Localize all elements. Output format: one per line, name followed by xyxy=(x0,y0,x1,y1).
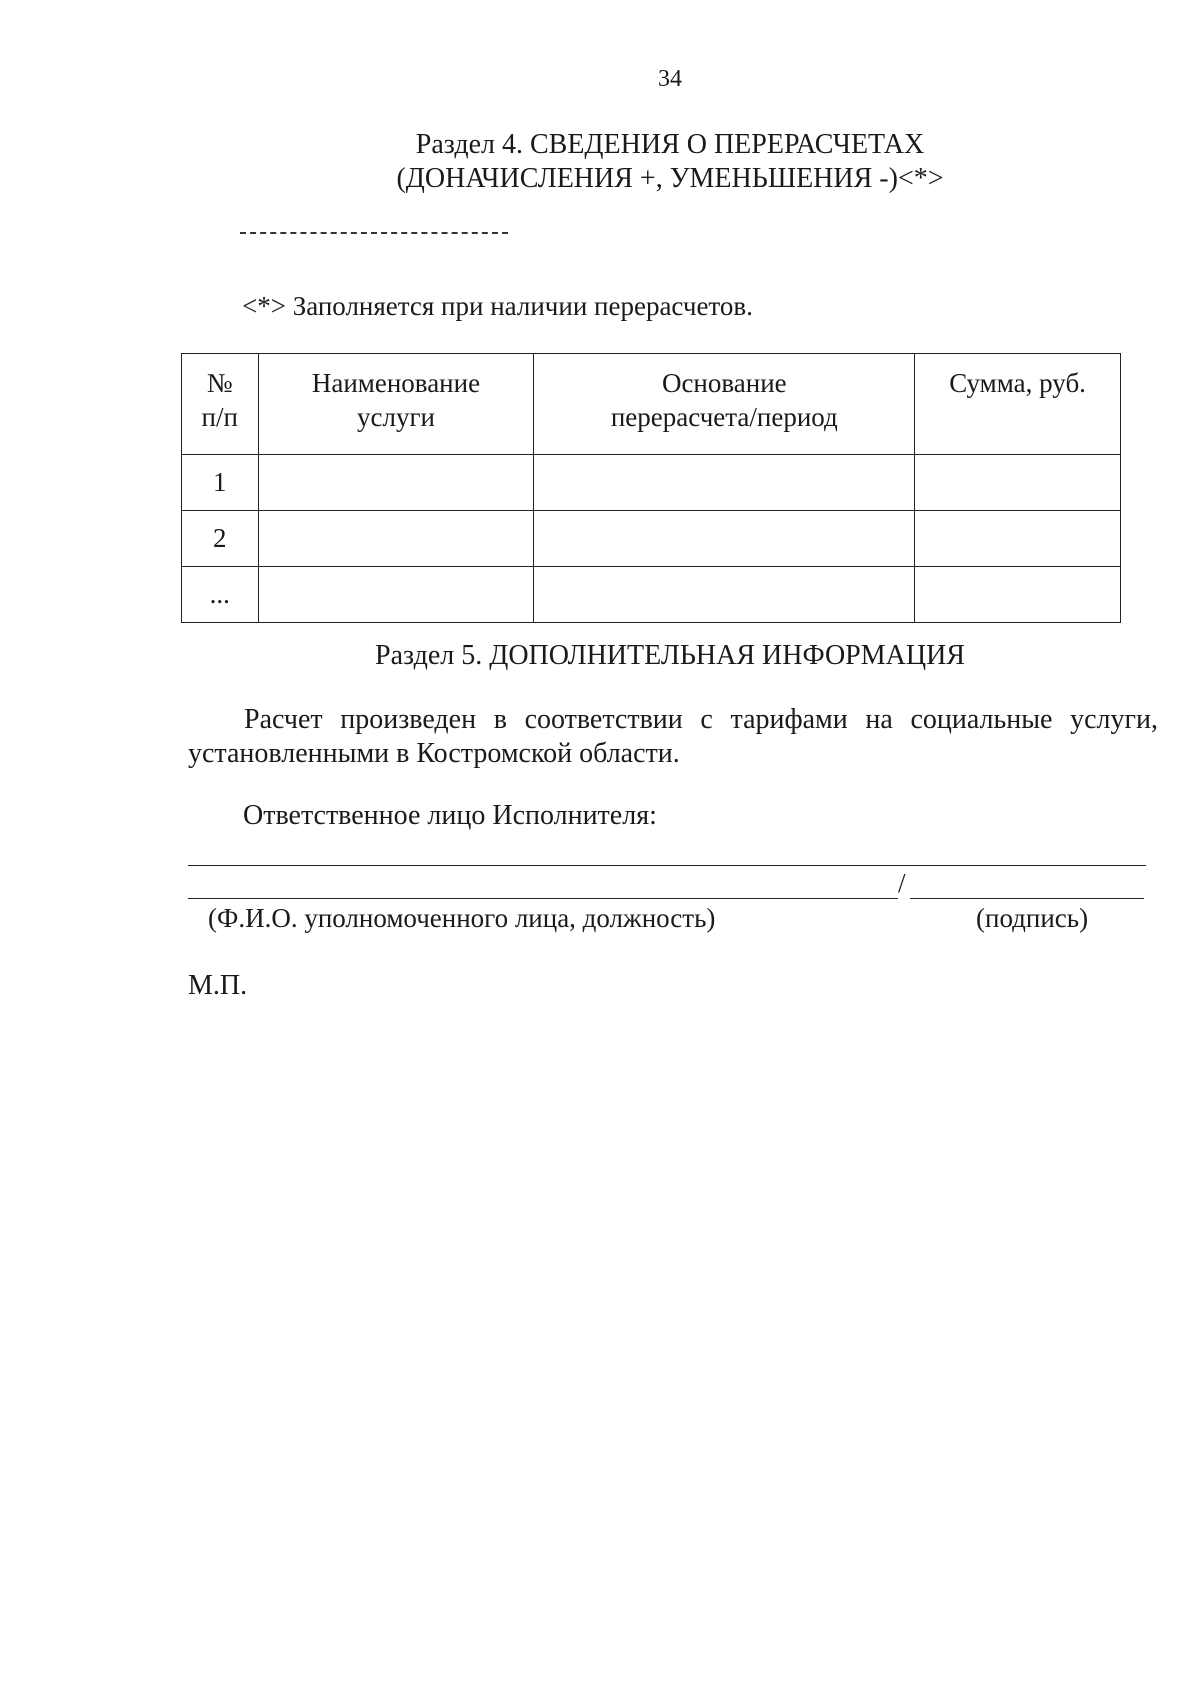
fio-line xyxy=(188,898,898,899)
header-basis-line1: Основание xyxy=(661,368,787,398)
row-sum xyxy=(915,455,1121,511)
footnote-separator xyxy=(240,232,508,234)
header-service-name xyxy=(258,354,534,455)
row-number: ... xyxy=(182,567,259,623)
section4-title-line2: (ДОНАЧИСЛЕНИЯ +, УМЕНЬШЕНИЯ -)<*> xyxy=(396,163,944,194)
header-service-name-line2: услуги xyxy=(356,402,435,432)
row-sum xyxy=(915,511,1121,567)
header-sum: Сумма, руб. xyxy=(915,354,1121,455)
signature-line-upper xyxy=(188,865,1146,866)
section4-title xyxy=(0,128,1200,196)
row-basis-period xyxy=(534,567,915,623)
responsible-person-label: Ответственное лицо Исполнителя: xyxy=(243,800,657,831)
row-basis-period xyxy=(534,511,915,567)
table-row xyxy=(182,511,1121,567)
section5-paragraph: Расчет произведен в соответствии с тарифами на социальные услуги, установленными в Костромской области. xyxy=(188,704,1158,769)
header-number-line1: № xyxy=(206,368,233,398)
fio-caption: (Ф.И.О. уполномоченного лица, должность) xyxy=(208,903,716,933)
row-sum xyxy=(915,567,1121,623)
recalculation-table xyxy=(181,353,1121,623)
table-header-row xyxy=(182,354,1121,455)
row-service-name xyxy=(258,567,534,623)
header-number xyxy=(182,354,259,455)
row-number: 1 xyxy=(182,455,259,511)
header-basis-line2: перерасчета/период xyxy=(610,402,838,432)
header-number-line2: п/п xyxy=(201,402,238,432)
signature-line xyxy=(910,898,1144,899)
row-service-name xyxy=(258,511,534,567)
section4-title-line1: Раздел 4. СВЕДЕНИЯ О ПЕРЕРАСЧЕТАХ xyxy=(415,129,925,160)
footnote-text: <*> Заполняется при наличии перерасчетов. xyxy=(242,291,753,321)
stamp-label: М.П. xyxy=(188,970,248,1001)
table-row xyxy=(182,455,1121,511)
table-row xyxy=(182,567,1121,623)
row-service-name xyxy=(258,455,534,511)
page-number: 34 xyxy=(658,66,682,92)
row-number: 2 xyxy=(182,511,259,567)
signature-caption: (подпись) xyxy=(976,903,1089,933)
section5-title: Раздел 5. ДОПОЛНИТЕЛЬНАЯ ИНФОРМАЦИЯ xyxy=(375,640,965,671)
signature-slash: / xyxy=(898,868,906,898)
row-basis-period xyxy=(534,455,915,511)
header-service-name-line1: Наименование xyxy=(311,368,481,398)
header-basis-period xyxy=(534,354,915,455)
